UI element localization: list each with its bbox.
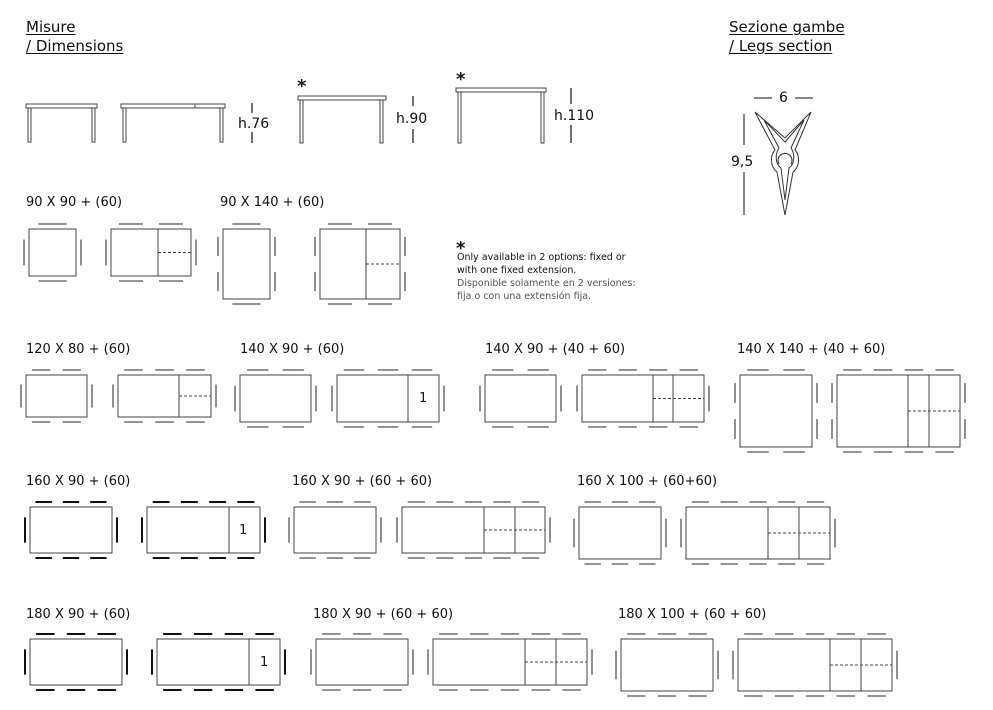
elevation-table-b bbox=[121, 104, 225, 142]
table-plan bbox=[26, 375, 87, 417]
table-plan bbox=[402, 507, 545, 553]
leg-width-label: 6 bbox=[779, 90, 788, 106]
leg-section-drawing bbox=[744, 98, 813, 215]
note-line: Disponible solamente en 2 versiones: bbox=[457, 278, 636, 289]
table-plan bbox=[30, 507, 112, 553]
note-line: fija o con una extensión fija. bbox=[457, 291, 592, 302]
table-plan bbox=[294, 507, 376, 553]
size-label: 160 X 90 + (60 + 60) bbox=[292, 474, 433, 489]
size-label: 140 X 90 + (40 + 60) bbox=[485, 342, 626, 357]
table-plan bbox=[485, 375, 556, 422]
table-plan bbox=[579, 507, 661, 559]
note-line: with one fixed extension. bbox=[457, 265, 577, 276]
size-label: 120 X 80 + (60) bbox=[26, 342, 131, 357]
table-plan bbox=[240, 375, 311, 422]
table-plan bbox=[30, 639, 122, 685]
asterisk-marker: * bbox=[456, 69, 466, 90]
size-label: 180 X 90 + (60 + 60) bbox=[313, 607, 454, 622]
size-label: 160 X 90 + (60) bbox=[26, 474, 131, 489]
height-label-90: h.90 bbox=[396, 111, 428, 127]
legs-section-subtitle: / Legs section bbox=[729, 37, 833, 55]
table-plan bbox=[316, 639, 408, 685]
elevation-table-d bbox=[456, 88, 546, 143]
dimensions-title: Misure bbox=[26, 18, 76, 36]
size-label: 180 X 90 + (60) bbox=[26, 607, 131, 622]
note-line: Only available in 2 options: fixed or bbox=[457, 252, 626, 263]
legs-section-title: Sezione gambe bbox=[729, 18, 845, 36]
fixed-extension-marker: 1 bbox=[419, 391, 428, 406]
dimensions-subtitle: / Dimensions bbox=[26, 37, 124, 55]
table-plan bbox=[740, 375, 812, 447]
table-plan bbox=[738, 639, 892, 691]
height-label-110: h.110 bbox=[554, 108, 595, 124]
table-plan bbox=[118, 375, 211, 417]
size-label: 140 X 140 + (40 + 60) bbox=[737, 342, 886, 357]
table-plan bbox=[223, 229, 270, 299]
size-label: 90 X 140 + (60) bbox=[220, 195, 325, 210]
size-label: 140 X 90 + (60) bbox=[240, 342, 345, 357]
size-label: 160 X 100 + (60+60) bbox=[577, 474, 718, 489]
size-label: 90 X 90 + (60) bbox=[26, 195, 123, 210]
note-asterisk: * bbox=[456, 238, 466, 259]
asterisk-marker: * bbox=[297, 76, 307, 97]
size-label: 180 X 100 + (60 + 60) bbox=[618, 607, 767, 622]
height-label-76: h.76 bbox=[238, 116, 270, 132]
elevation-table-a bbox=[26, 104, 97, 142]
table-plan bbox=[433, 639, 587, 685]
availability-note bbox=[457, 251, 657, 303]
elevation-table-c bbox=[298, 96, 386, 143]
fixed-extension-marker: 1 bbox=[260, 655, 269, 670]
table-plan bbox=[837, 375, 960, 447]
leg-depth-label: 9,5 bbox=[731, 154, 754, 170]
fixed-extension-marker: 1 bbox=[239, 523, 248, 538]
table-plan bbox=[621, 639, 713, 691]
table-plan bbox=[29, 229, 76, 276]
